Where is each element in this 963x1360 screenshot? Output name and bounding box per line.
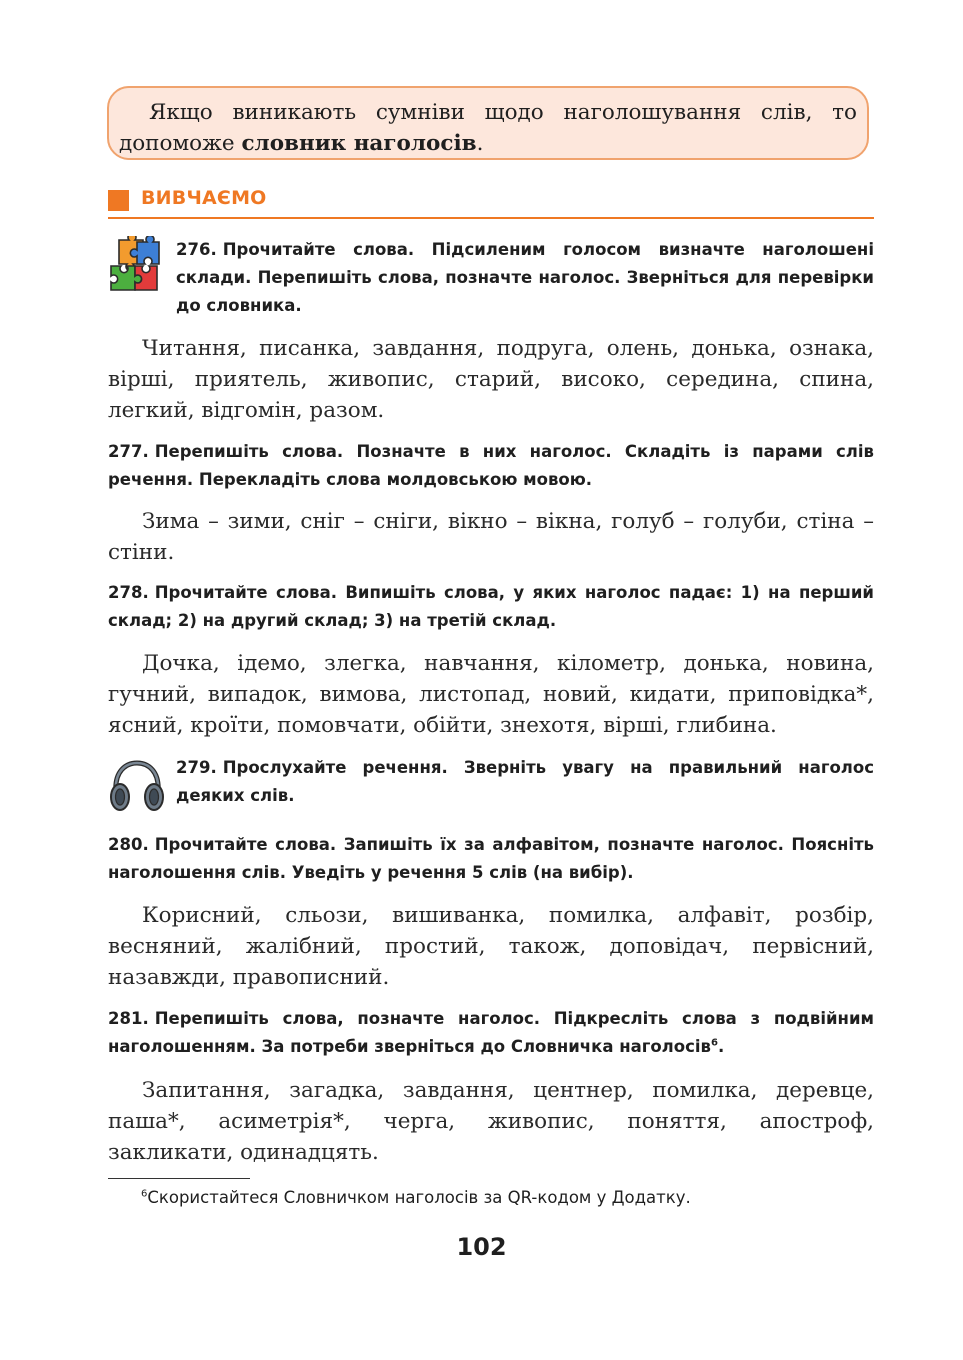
- word-list: Читання, писанка, завдання, подруга, олень, донька, ознака, вірші, приятель, живопис, старий, високо, середина, спина, легкий, відгомін, разом.: [108, 336, 874, 423]
- task-number: 281.: [108, 1009, 149, 1028]
- footnote-text: Скористайтеся Словничком наголосів за QR-кодом у Додатку.: [147, 1188, 691, 1207]
- task-number: 276.: [176, 240, 217, 259]
- task-text: Прослухайте речення. Зверніть увагу на правильний наголос деяких слів.: [176, 758, 874, 805]
- task-278-instruction: [108, 579, 874, 635]
- task-278-words: [108, 648, 874, 741]
- task-279-instruction: [176, 754, 874, 810]
- puzzle-icon: [107, 236, 163, 296]
- task-text: Перепишіть слова, позначте наголос. Підкресліть слова з подвійним наголошенням. За потреби зверніться до Словничка наголосів: [108, 1009, 874, 1056]
- task-text-end: .: [717, 1037, 725, 1056]
- task-276-instruction: [176, 236, 874, 320]
- footnote-ref: 6: [710, 1037, 718, 1049]
- task-280-words: [108, 900, 874, 993]
- tip-text: Якщо виникають сумніви щодо наголошування слів, то допоможе: [119, 100, 857, 156]
- footnote-rule: [108, 1178, 250, 1179]
- task-number: 277.: [108, 442, 149, 461]
- section-divider: [108, 217, 874, 219]
- task-text: Прочитайте слова. Випишіть слова, у яких наголос падає: 1) на перший склад; 2) на другий склад; 3) на третій склад.: [108, 583, 874, 630]
- task-number: 279.: [176, 758, 217, 777]
- word-list: Зима – зими, сніг – сніги, вікно – вікна, голуб – голуби, стіна – стіни.: [108, 509, 874, 565]
- headphones-icon: [108, 757, 166, 813]
- task-277-words: [108, 506, 874, 568]
- page-number: 102: [456, 1233, 507, 1261]
- task-277-instruction: [108, 438, 874, 494]
- task-280-instruction: [108, 831, 874, 887]
- task-281-instruction: [108, 1005, 874, 1061]
- task-276-words: [108, 333, 874, 426]
- word-list: Корисний, сльози, вишиванка, помилка, алфавіт, розбір, весняний, жалібний, простий, також, доповідач, первісний, назавжди, правописний.: [108, 903, 874, 990]
- task-number: 280.: [108, 835, 149, 854]
- tip-bold-term: словник наголосів: [241, 131, 477, 156]
- section-marker: [108, 190, 129, 211]
- footnote: [141, 1188, 691, 1207]
- section-title: ВИВЧАЄМО: [141, 187, 267, 209]
- tip-box: [107, 86, 869, 160]
- task-text: Прочитайте слова. Підсиленим голосом визначте наголошені склади. Перепишіть слова, позначте наголос. Зверніться для перевірки до словника.: [176, 240, 874, 315]
- word-list: Дочка, ідемо, злегка, навчання, кілометр, донька, новина, гучний, випадок, вимова, листопад, новий, кидати, приповідка*, ясний, кроїти, помовчати, обійти, знехотя, вірші, глибина.: [108, 651, 874, 738]
- section-header: [108, 185, 874, 219]
- task-number: 278.: [108, 583, 149, 602]
- task-text: Перепишіть слова. Позначте в них наголос. Складіть із парами слів речення. Перекладіть слова молдовською мовою.: [108, 442, 874, 489]
- tip-text-end: .: [476, 131, 484, 156]
- word-list: Запитання, загадка, завдання, центнер, помилка, деревце, паша*, асиметрія*, черга, живопис, поняття, апостроф, закликати, одинадцять.: [108, 1078, 874, 1165]
- task-text: Прочитайте слова. Запишіть їх за алфавітом, позначте наголос. Поясніть наголошення слів. Уведіть у речення 5 слів (на вибір).: [108, 835, 874, 882]
- footnote-marker: 6: [141, 1188, 148, 1200]
- task-281-words: [108, 1075, 874, 1168]
